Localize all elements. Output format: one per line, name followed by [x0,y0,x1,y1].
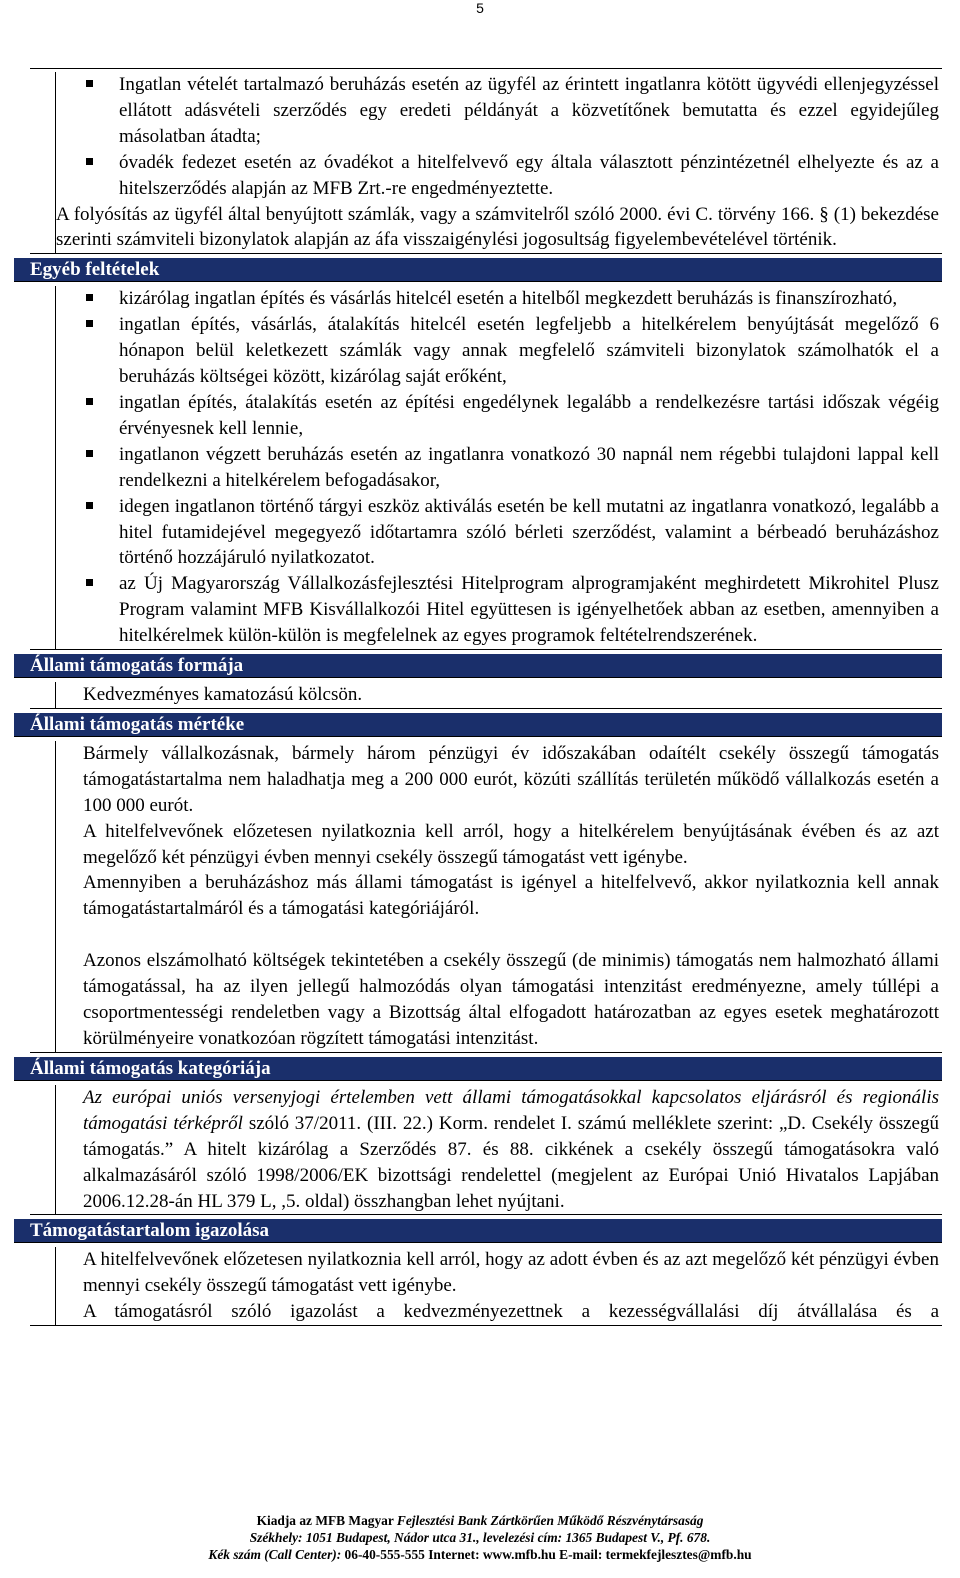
footer-address: Székhely: 1051 Budapest, Nádor utca 31., levelezési cím: 1365 Budapest V., Pf. 678. [249,1530,711,1545]
disbursement-paragraph: A folyósítás az ügyfél által benyújtott számlák, vagy a számvitelről szóló 2000. évi C. törvény 166. § (1) bekezdése szerinti számviteli bizonylatok alapján az áfa visszaigénylési jogosultság figyelembevételével történik. [56,203,939,251]
list-item: Ingatlan vételét tartalmazó beruházás esetén az ügyfél az érintett ingatlanra kötött ügyvédi ellenjegyzéssel ellátott adásvételi szerződés egy eredeti példányát a közvetítőnek bemutatta és ezzel egyidejűleg másolatban átadta; [56,72,939,150]
footer-publisher: Kiadja az MFB Magyar Fejlesztési Bank Zártkörűen Működő Részvénytársaság [256,1513,704,1528]
footer-contact: Kék szám (Call Center): 06-40-555-555 Internet: www.mfb.hu E-mail: termekfejlesztes@mfb.hu [208,1547,752,1562]
section-kategoria [30,1085,942,1216]
top-rule [30,68,942,69]
section-title-formaja: Állami támogatás formája [14,654,942,678]
section-merteke [30,741,942,1053]
section-formaja [30,682,942,709]
list-item: idegen ingatlanon történő tárgyi eszköz aktiválás esetén be kell mutatni az ingatlanra vonatkozó, legalább a hitel futamidejével megegyező időtartamra szóló bérleti szerződést, valamint a bérbeadó beruházáshoz történő hozzájáruló nyilatkozatot. [56,494,939,572]
list-item: ingatlan építés, átalakítás esetén az építési engedélynek legalább a rendelkezésre tartási időszak végéig érvényesnek kell lennie, [56,390,939,442]
formaja-text: Kedvezményes kamatozású kölcsön. [83,684,363,706]
document-body [30,70,942,1326]
section-title-merteke: Állami támogatás mértéke [14,713,942,737]
section-title-egyeb: Egyéb feltételek [14,258,942,282]
igazolas-paragraph-2: A támogatásról szóló igazolást a kedvezményezettnek a kezességvállalási díj átvállalása és a [83,1301,939,1323]
page-number: 5 [476,0,484,16]
merteke-paragraph-4: Azonos elszámolható költségek tekintetében a csekély összegű (de minimis) támogatás nem halmozható állami támogatással, ha az ilyen jellegű halmozódás olyan támogatási intenzitást eredményezne, amely túllépi a csoportmentességi rendeletben vagy a Bizottság által elfogadott határozatban az egyes esetek meghatározott körülményeire vonatkozóan rögzített támogatási intenzitást. [83,950,939,1049]
page-footer [0,1512,960,1563]
merteke-paragraph-1: Bármely vállalkozásnak, bármely három pénzügyi év időszakában odaítélt csekély összegű támogatás támogatástartalma nem haladhatja meg a 200 000 eurót, közúti szállítás területén működő vállalkozás esetén a 100 000 eurót. [83,742,939,816]
list-item: kizárólag ingatlan építés és vásárlás hitelcél esetén a hitelből megkezdett beruházás is finanszírozható, [56,286,939,312]
merteke-paragraph-2: A hitelfelvevőnek előzetesen nyilatkoznia kell arról, hogy a hitelkérelem benyújtásának évében és az azt megelőző két pénzügyi évben mennyi csekély összegű támogatást vett igénybe. [83,820,939,868]
kategoria-text: szóló 37/2011. (III. 22.) Korm. rendelet I. számú melléklete szerint: „D. Csekély összegű támogatás.” A hitelt kizárólag a Szerződés 87. és 88. cikkének a csekély összegű támogatásokra való alkalmazásáról szóló 1998/2006/EK bizottsági rendelettel (megjelent az Európai Unió Hivatalos Lapjában 2006.12.28-án HL 379 L, ,5. oldal) összhangban lehet nyújtani. [83,1112,939,1212]
list-item: az Új Magyarország Vállalkozásfejlesztési Hitelprogram alprogramjaként meghirdetett Mikrohitel Plusz Program valamint MFB Kisvállalkozói Hitel együttesen is igényelhetőek abban az esetben, amennyiben a hitelkérelmek külön-külön is megfelelnek az egyes programok feltételrendszerének. [56,571,939,649]
section-title-igazolas: Támogatástartalom igazolása [14,1219,942,1243]
regulation-title: Az európai uniós versenyjogi értelemben vett állami támogatásokkal kapcsolatos eljárásról és regionális támogatási térképről [83,1086,939,1134]
section-egyeb [30,286,942,650]
list-item: ingatlan építés, vásárlás, átalakítás hitelcél esetén legfeljebb a hitelkérelem benyújtását megelőző 6 hónapon belül keletkezett számlák vagy annak megfelelő számviteli bizonylatok számolhatók el a beruházás költségei között, kizárólag saját erőként, [56,312,939,390]
igazolas-paragraph-1: A hitelfelvevőnek előzetesen nyilatkoznia kell arról, hogy az adott évben és az azt megelőző két pénzügyi évben mennyi csekély összegű támogatást vett igénybe. [83,1249,939,1297]
merteke-paragraph-3: Amennyiben a beruházáshoz más állami támogatást is igényel a hitelfelvevő, akkor nyilatkoznia kell annak támogatástartalmáról és a támogatási kategóriájáról. [83,872,939,920]
list-item: óvadék fedezet esetén az óvadékot a hitelfelvevő egy általa választott pénzintézetnél elhelyezte és az a hitelszerződés alapján az MFB Zrt.-re engedményeztette. [56,150,939,202]
kategoria-paragraph [56,1085,939,1215]
section-title-kategoria: Állami támogatás kategóriája [14,1057,942,1081]
top-bullet-list [56,72,939,202]
list-item: ingatlanon végzett beruházás esetén az ingatlanra vonatkozó 30 napnál nem régebbi tulajdoni lappal kell rendelkezni a hitelkérelem befogadásakor, [56,442,939,494]
section-igazolas [30,1247,942,1326]
egyeb-bullet-list [56,286,939,649]
conditions-block [30,70,942,254]
